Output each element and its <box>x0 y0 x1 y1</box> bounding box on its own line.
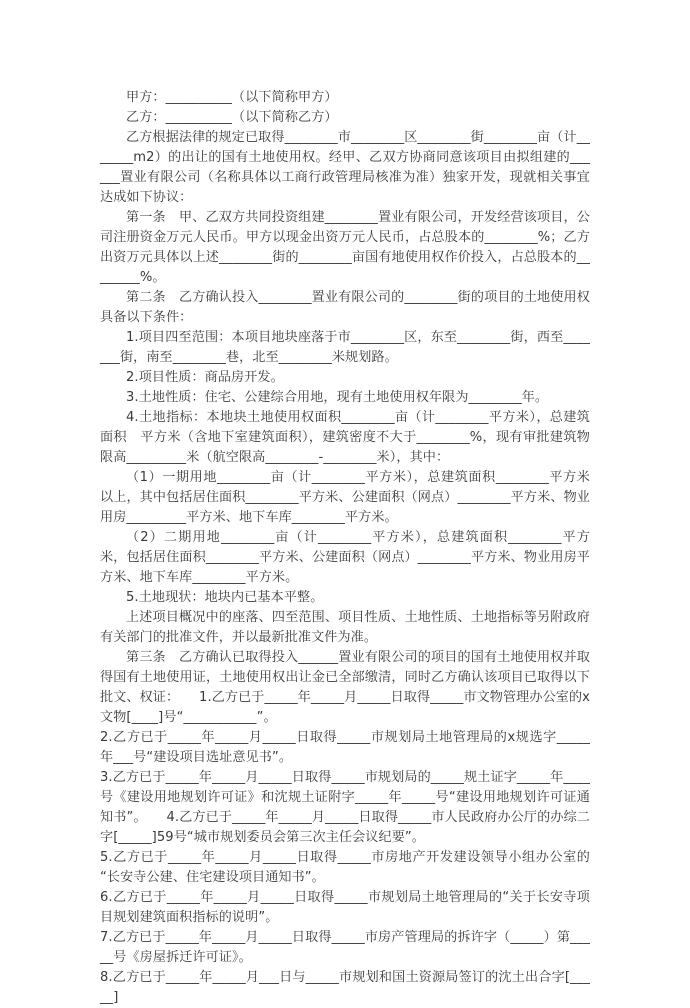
paragraph-item-2-1: 1.项目四至范围：本项目地块座落于市________区，东至________街，西至_______街，南至________巷，北至________米规划路。 <box>100 330 590 365</box>
paragraph-item-3-6: 6.乙方已于_____年_____月_____日取得_____市规划局土地管理局的“关于长安寺项目规划建筑面积指标的说明”。 <box>100 890 590 925</box>
paragraph-item-3-5: 5.乙方已于_____年_____月_____日取得_____市房地产开发建设领导小组办公室的“长安寺公建、住宅建设项目通知书”。 <box>100 850 590 885</box>
paragraph-item-2-2: 2.项目性质：商品房开发。 <box>126 370 284 385</box>
paragraph-article-3: 第三条 乙方确认已取得投入______置业有限公司的项目的国有土地使用权并取得国有土地使用证，土地使用权出让金已全部缴清，同时乙方确认该项目已取得以下批文、权证： 1.乙方已于_____年_____月_____日取得_____市文物管理办公室的ⅹ文物[____]号“___________”。 <box>100 650 590 725</box>
paragraph-article-1: 第一条 甲、乙双方共同投资组建________置业有限公司，开发经营该项目，公司注册资金万元人民币。甲方以现金出资万元人民币，占总股本的________%；乙方出资万元具体以上述________街的________亩国有地使用权作价投入，占总股本的________%。 <box>100 210 590 285</box>
paragraph-item-2-4: 4.土地指标：本地块土地使用权面积________亩（计________平方米），总建筑面积 平方米（含地下室建筑面积），建筑密度不大于________%，现有审批建筑物限高_________米（航空限高________-________米），其中： <box>100 410 590 465</box>
paragraph-item-2-4-2: （2）二期用地________亩（计________平方米），总建筑面积________平方米，包括居住面积________平方米、公建面积（网点）________平方米、物业用房平方米、地下车库________平方米。 <box>100 530 590 585</box>
paragraph-item-2-3: 3.土地性质：住宅、公建综合用地，现有土地使用权年限为________年。 <box>126 390 549 405</box>
paragraph-item-2-4-1: （1）一期用地________亩（计________平方米），总建筑面积________平方米以上，其中包括居住面积________平方米、公建面积（网点）________平方米、物业用房_________平方米、地下车库________平方米。 <box>100 470 590 525</box>
paragraph-party-b: 乙方：__________（以下简称乙方） <box>126 110 338 125</box>
paragraph-article-2: 第二条 乙方确认投入________置业有限公司的________街的项目的土地使用权具备以下条件： <box>100 290 590 325</box>
paragraph-item-3-7: 7.乙方已于_____年_____月_____日取得_____市房产管理局的拆许字（_____）第_____号《房屋拆迁许可证》。 <box>100 930 590 965</box>
paragraph-item-3-2: 2.乙方已于_____年_____月_____日取得_____市规划局土地管理局的ⅹ规选字_____年___号“建设项目选址意见书”。 <box>100 730 590 765</box>
paragraph-item-3-8: 8.乙方已于_____年_____月___日与_____市规划和国土资源局签订的沈土出合字[_____] <box>100 970 590 1005</box>
paragraph-note-approval: 上述项目概况中的座落、四至范围、项目性质、土地性质、土地指标等另附政府有关部门的批准文件，并以最新批准文件为准。 <box>100 610 590 645</box>
paragraph-item-2-5: 5.土地现状：地块内已基本平整。 <box>126 590 324 605</box>
paragraph-preamble: 乙方根据法律的规定已取得________市________区________街________亩（计_______m2）的出让的国有土地使用权。经甲、乙双方协商同意该项目由拟组建的______置业有限公司（名称具体以工商行政管理局核准为准）独家开发，现就相关事宜达成如下协议： <box>100 130 590 205</box>
paragraph-party-a: 甲方：__________（以下简称甲方） <box>126 90 338 105</box>
document-body <box>100 88 590 1008</box>
paragraph-item-3-3: 3.乙方已于_____年_____月_____日取得_____市规划局的_____规土证字_____年____号《建设用地规划许可证》和沈规土证附字_____年_____号“建设用地规划许可证通知书”。 4.乙方已于_____年_____月_____日取得_____市人民政府办公厅的办综二字[_____]59号“城市规划委员会第三次主任会议纪要”。 <box>100 770 590 845</box>
